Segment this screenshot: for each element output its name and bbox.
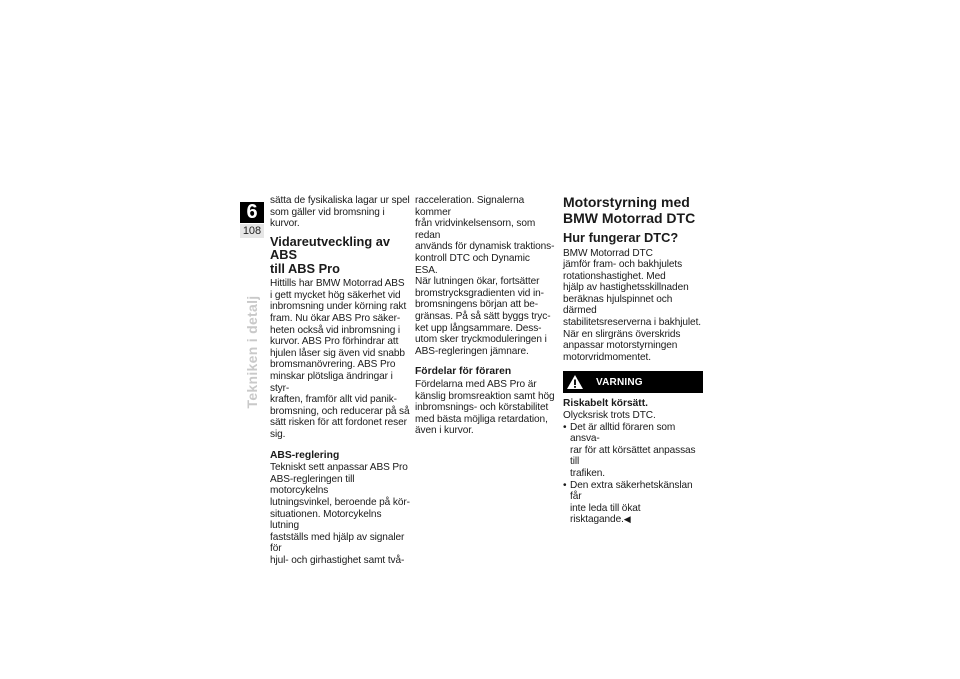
warning-triangle-icon — [566, 374, 584, 390]
subheading-hur-fungerar: Hur fungerar DTC? — [563, 230, 679, 245]
subheading-abs-reglering: ABS-reglering — [270, 449, 340, 461]
subheading-fordelar: Fördelar för föraren — [415, 366, 512, 378]
warning-bullet-list — [563, 422, 703, 526]
continuation-paragraph: racceleration. Signalerna kommer från vridvinkelsensorn, som redan används för dynamisk traktions- kontroll DTC och Dynamic ESA. När lutningen ökar, fortsätter bromstrycksgradienten vid in- bromsningens början att be- gränsas. På så sätt byggs tryc- ket upp långsammare. Dess- utom sker tryckmoduleringen i ABS-regleringen jämnare. — [415, 195, 555, 357]
fordelar-paragraph: Fördelarna med ABS Pro är känslig bromsreaktion samt hög inbromsnings- och körstabilitet med bästa möjliga retardation, även i kurvor. — [415, 378, 555, 437]
intro-paragraph: sätta de fysikaliska lagar ur spel som gäller vid bromsning i kurvor. — [270, 195, 410, 230]
text-column-1 — [270, 195, 410, 567]
dtc-paragraph: BMW Motorrad DTC jämför fram- och bakhjulets rotationshastighet. Med hjälp av hastighetsskillnaden beräknas hjulspinnet och därmed stabilitetsreserverna i bakhjulet. När en slirgräns överskrids anpassar motorstyrningen motorvridmomentet. — [563, 247, 701, 363]
warning-title: Riskabelt körsätt. — [563, 398, 648, 410]
warning-text: Olycksrisk trots DTC. — [563, 410, 656, 422]
abs-reglering-paragraph: Tekniskt sett anpassar ABS Pro ABS-regleringen till motorcykelns lutningsvinkel, beroende på kör- situationen. Motorcykelns lutning fastställs med hjälp av signaler för hjul- och girhastighet samt två- — [270, 462, 410, 566]
warning-label: VARNING — [596, 376, 643, 388]
warning-banner — [563, 371, 703, 393]
text-column-3 — [563, 195, 703, 526]
abs-pro-paragraph: Hittills har BMW Motorrad ABS i gett mycket hög säkerhet vid inbromsning under körning rakt fram. Nu ökar ABS Pro säker- heten också vid inbromsning i kurvor. ABS Pro förhindrar att hjulen låser sig även vid snabb bromsmanövrering. ABS Pro minskar plötsliga ändringar i styr- kraften, framför allt vid panik- bromsning, och reducerar på så sätt risken för att fordonet reser sig. — [270, 278, 410, 440]
section-heading-dtc: Motorstyrning med BMW Motorrad DTC — [563, 194, 696, 226]
chapter-side-label: Tekniken i detalj — [244, 295, 260, 409]
section-heading-abs-pro: Vidareutveckling av ABS till ABS Pro — [270, 233, 390, 276]
end-of-section-arrow-icon: ◀ — [623, 514, 631, 525]
text-column-2 — [415, 195, 555, 437]
bullet-text: Den extra säkerhetskänslan får inte leda till ökat risktagande. — [570, 479, 693, 526]
list-item: • Det är alltid föraren som ansva- rar för att körsättet anpassas till trafiken. — [563, 422, 703, 480]
page-number: 108 — [240, 224, 264, 238]
chapter-number-tab: 6 — [240, 202, 264, 223]
list-item — [563, 480, 703, 526]
